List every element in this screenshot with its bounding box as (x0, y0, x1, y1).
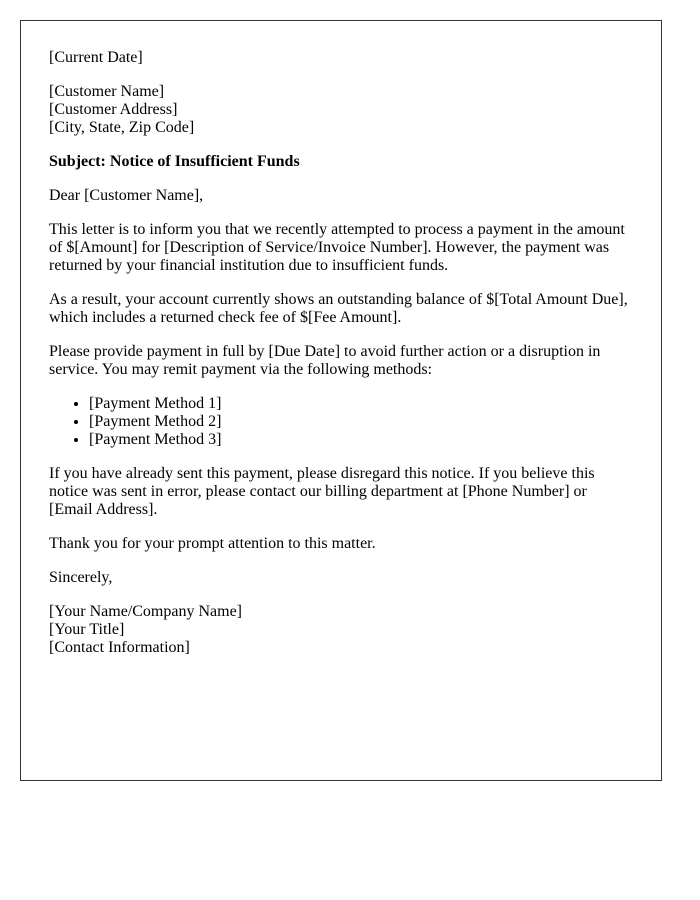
letter-subject: Subject: Notice of Insufficient Funds (49, 153, 300, 170)
closing-paragraph-1: If you have already sent this payment, please disregard this notice. If you believe this notice was sent in error, please contact our billing department at [Phone Number] or [Email Address]. (49, 465, 595, 518)
closing-paragraph-2: Thank you for your prompt attention to this matter. (49, 535, 376, 552)
payment-method-item: • [Payment Method 1] (89, 395, 633, 413)
sign-off: Sincerely, (49, 569, 113, 586)
letter-document (20, 20, 662, 781)
recipient-name: [Customer Name] (49, 83, 165, 100)
body-paragraph-1: This letter is to inform you that we recently attempted to process a payment in the amount of $[Amount] for [Description of Service/Invoice Number]. However, the payment was returned by your financial institution due to insufficient funds. (49, 221, 625, 274)
signature-title: [Your Title] (49, 621, 125, 638)
recipient-city-state-zip: [City, State, Zip Code] (49, 119, 195, 136)
payment-methods-list (49, 395, 633, 449)
recipient-address: [Customer Address] (49, 101, 178, 118)
letter-date: [Current Date] (49, 49, 143, 66)
payment-method-item: • [Payment Method 3] (89, 431, 633, 449)
payment-method-item: • [Payment Method 2] (89, 413, 633, 431)
salutation: Dear [Customer Name], (49, 187, 204, 204)
body-paragraph-3: Please provide payment in full by [Due Date] to avoid further action or a disruption in service. You may remit payment via the following methods: (49, 343, 601, 378)
recipient-block (49, 83, 633, 137)
signature-block (49, 603, 633, 657)
body-paragraph-2: As a result, your account currently shows an outstanding balance of $[Total Amount Due], which includes a returned check fee of $[Fee Amount]. (49, 291, 628, 326)
signature-contact: [Contact Information] (49, 639, 190, 656)
signature-name: [Your Name/Company Name] (49, 603, 243, 620)
